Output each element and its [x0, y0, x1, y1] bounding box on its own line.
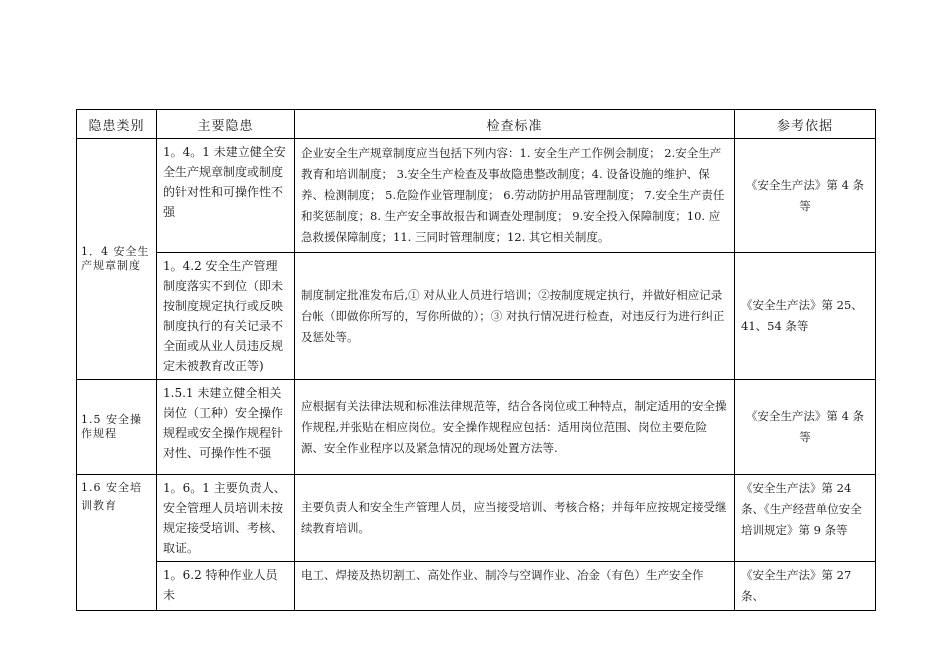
table-row [77, 562, 876, 611]
reference-cell: 《安全生产法》第 25、41、54 条等 [735, 253, 876, 380]
reference-cell: 《安全生产法》第 4 条等 [735, 139, 876, 253]
hazard-cell: 1。6.2 特种作业人员未 [157, 562, 295, 611]
table-row [77, 475, 876, 562]
hazard-cell: 1。4。1 未建立健全安全生产规章制度或制度的针对性和可操作性不强 [157, 139, 295, 253]
reference-cell: 《安全生产法》第 27 条、 [735, 562, 876, 611]
standard-cell: 制度制定批准发布后,① 对从业人员进行培训；②按制度规定执行，并做好相应记录台帐（即做你所写的，写你所做的）；③ 对执行情况进行检查，对违反行为进行纠正及惩处等。 [295, 253, 735, 380]
header-reference: 参考依据 [735, 110, 876, 139]
table-row [77, 139, 876, 253]
hazard-cell: 1.5.1 未建立健全相关岗位（工种）安全操作规程或安全操作规程针对性、可操作性不强 [157, 380, 295, 475]
reference-cell: 《安全生产法》第 24 条、《生产经营单位安全培训规定》第 9 条等 [735, 475, 876, 562]
table-header-row [77, 110, 876, 139]
header-category: 隐患类别 [77, 110, 157, 139]
header-standard: 检查标准 [295, 110, 735, 139]
hazard-inspection-table [76, 109, 876, 611]
standard-cell: 主要负责人和安全生产管理人员，应当接受培训、考核合格；并每年应按规定接受继续教育培训。 [295, 475, 735, 562]
category-cell: 1.6 安全培训教育 [77, 475, 157, 611]
table-row [77, 380, 876, 475]
reference-cell: 《安全生产法》第 4 条等 [735, 380, 876, 475]
table-row [77, 253, 876, 380]
standard-cell: 企业安全生产规章制度应当包括下列内容：1. 安全生产工作例会制度； 2.安全生产教育和培训制度； 3.安全生产检查及事故隐患整改制度；4. 设备设施的维护、保养、检测制度； 5.危险作业管理制度； 6.劳动防护用品管理制度； 7.安全生产责任和奖惩制度；8. 生产安全事故报告和调查处理制度； 9.安全投入保障制度；10. 应急救援保障制度；11. 三同时管理制度；12. 其它相关制度。 [295, 139, 735, 253]
header-hazard: 主要隐患 [157, 110, 295, 139]
hazard-cell: 1。4.2 安全生产管理制度落实不到位（即未按制度规定执行或反映制度执行的有关记录不全面或从业人员违反规定未被教育改正等) [157, 253, 295, 380]
standard-cell: 应根据有关法律法规和标准法律规范等，结合各岗位或工种特点，制定适用的安全操作规程,并张贴在相应岗位。安全操作规程应包括：适用岗位范围、岗位主要危险源、安全作业程序以及紧急情况的现场处置方法等. [295, 380, 735, 475]
hazard-cell: 1。6。1 主要负责人、安全管理人员培训未按规定接受培训、考核、取证。 [157, 475, 295, 562]
hazard-inspection-table-wrapper [76, 109, 875, 603]
category-cell: 1.5 安全操作规程 [77, 380, 157, 475]
category-cell: 1．4 安全生产规章制度 [77, 139, 157, 380]
standard-cell: 电工、焊接及热切割工、高处作业、制冷与空调作业、冶金（有色）生产安全作 [295, 562, 735, 611]
